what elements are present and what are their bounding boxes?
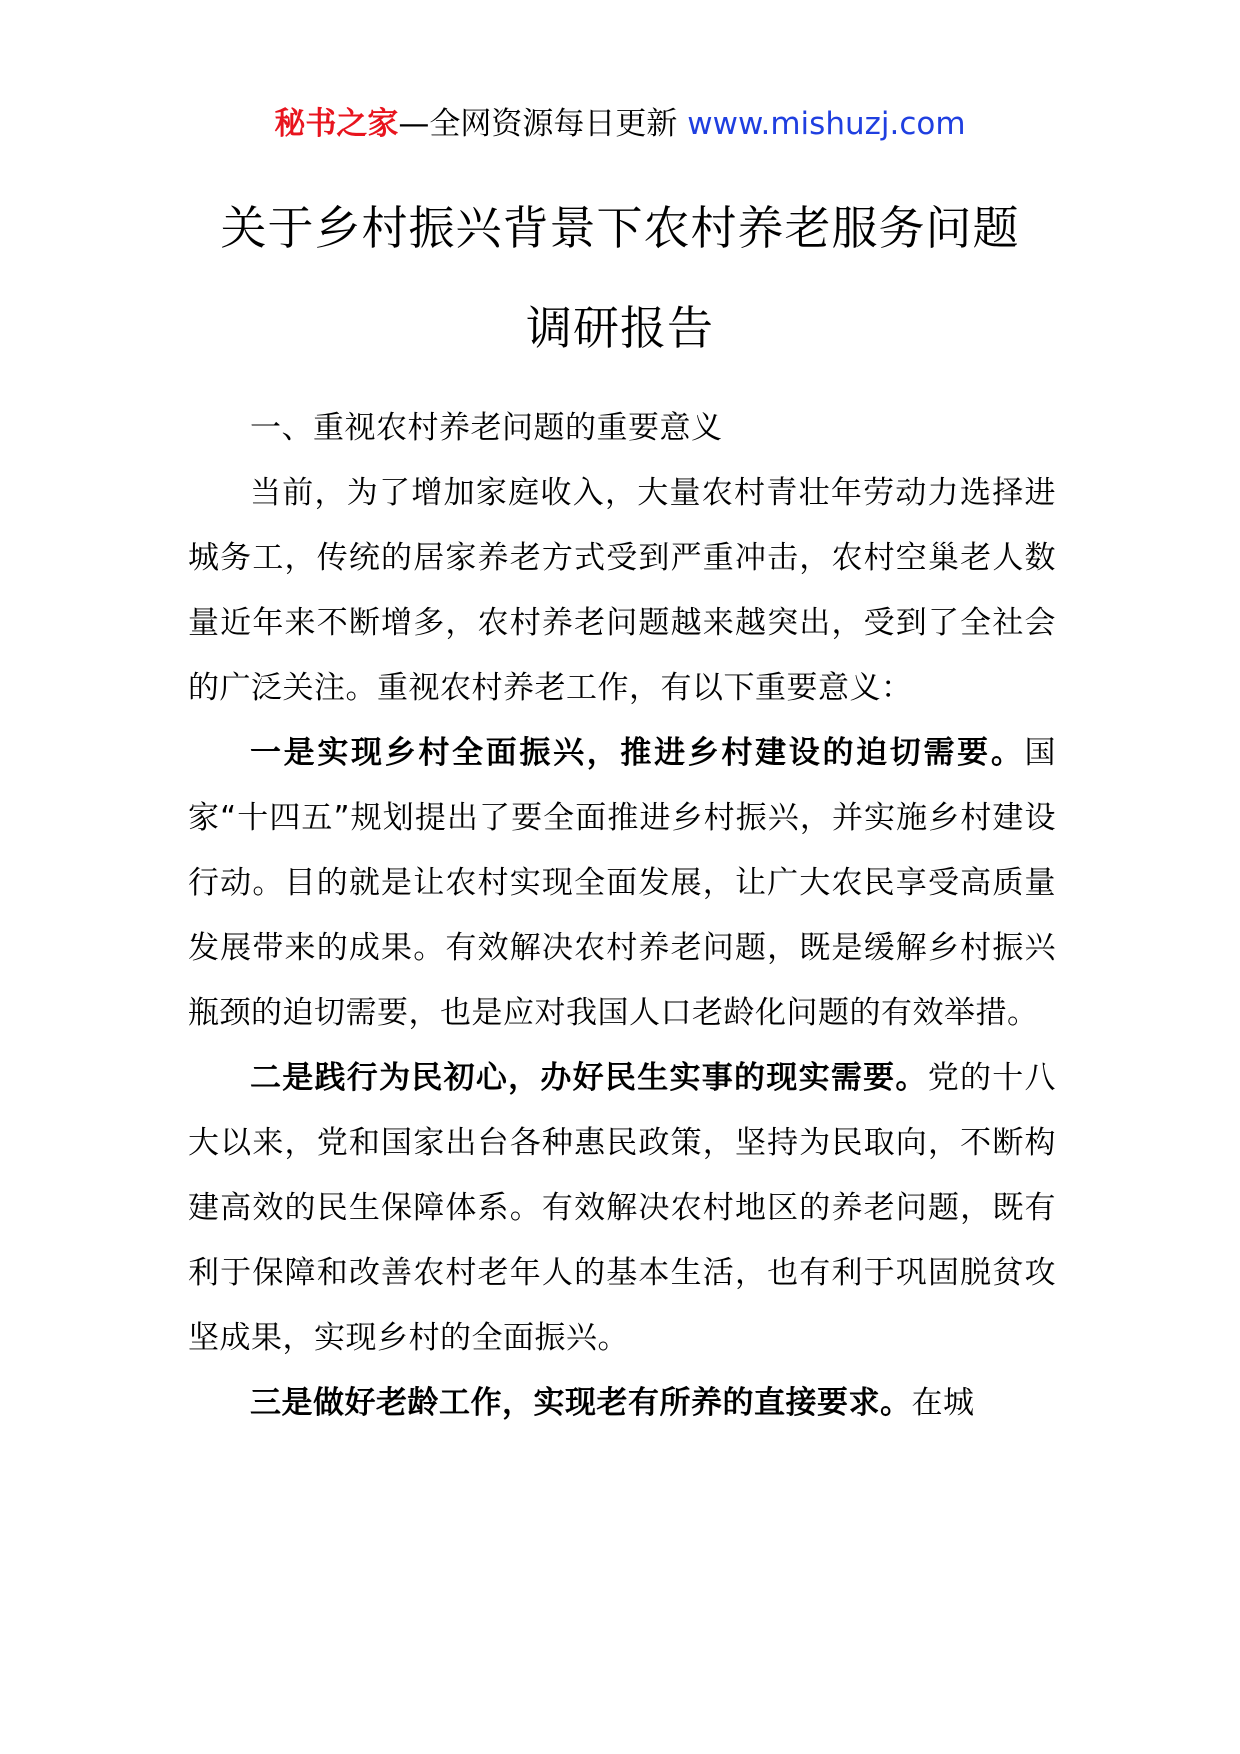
- point-3-paragraph: [188, 1371, 1056, 1436]
- point-1-paragraph: [188, 721, 1056, 1046]
- point-2-heading: 二是践行为民初心，办好民生实事的现实需要。: [250, 1060, 928, 1096]
- point-2-text: 党的十八大以来，党和国家出台各种惠民政策，坚持为民取向，不断构建高效的民生保障体系。有效解决农村地区的养老问题，既有利于保障和改善农村老年人的基本生活，也有利于巩固脱贫攻坚成果，实现乡村的全面振兴。: [188, 1060, 1056, 1356]
- intro-paragraph: 当前，为了增加家庭收入，大量农村青壮年劳动力选择进城务工，传统的居家养老方式受到严重冲击，农村空巢老人数量近年来不断增多，农村养老问题越来越突出，受到了全社会的广泛关注。重视农村养老工作，有以下重要意义：: [188, 475, 1056, 706]
- document-body: [188, 396, 1056, 1436]
- site-header: [0, 100, 1240, 148]
- document-title-line-2: 调研报告: [526, 301, 714, 355]
- point-1-text: 国家“十四五”规划提出了要全面推进乡村振兴，并实施乡村建设行动。目的就是让农村实现全面发展，让广大农民享受高质量发展带来的成果。有效解决农村养老问题，既是缓解乡村振兴瓶颈的迫切需要，也是应对我国人口老龄化问题的有效举措。: [188, 735, 1056, 1031]
- point-2-paragraph: [188, 1046, 1056, 1371]
- site-url-link[interactable]: www.mishuzj.com: [687, 106, 966, 142]
- point-1-heading: 一是实现乡村全面振兴，推进乡村建设的迫切需要。: [250, 735, 1025, 771]
- header-tagline: —全网资源每日更新: [398, 106, 688, 142]
- brand-name: 秘书之家: [274, 106, 399, 142]
- point-3-heading: 三是做好老龄工作，实现老有所养的直接要求。: [250, 1385, 912, 1421]
- document-title-line-1: 关于乡村振兴背景下农村养老服务问题: [220, 201, 1020, 255]
- point-3-text: 在城: [911, 1385, 975, 1421]
- section-heading: 一、重视农村养老问题的重要意义: [250, 410, 723, 446]
